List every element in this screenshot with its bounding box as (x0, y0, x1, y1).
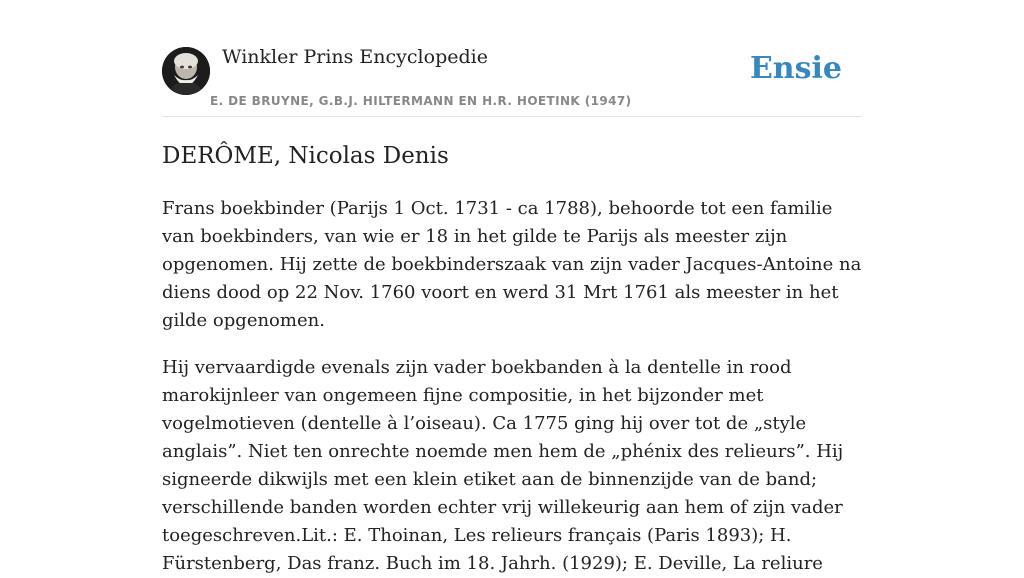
site-title[interactable]: Winkler Prins Encyclopedie (222, 46, 488, 68)
brand-logo-link[interactable]: Ensie (749, 51, 842, 86)
author-avatar (162, 47, 210, 95)
site-subtitle: E. DE BRUYNE, G.B.J. HILTERMANN EN H.R. HOETINK (1947) (210, 94, 632, 108)
portrait-image (162, 47, 210, 95)
article-paragraph-1: Frans boekbinder (Parijs 1 Oct. 1731 - ca 1788), behoorde tot een familie van boekbinders, van wie er 18 in het gilde te Parijs als meester zijn opgenomen. Hij zette de boekbinderszaak van zijn vader Jacques-Antoine na diens dood op 22 Nov. 1760 voort en werd 31 Mrt 1761 als meester in het gilde opgenomen. (162, 198, 862, 331)
page-container (162, 0, 862, 578)
article-title: DERÔME, Nicolas Denis (162, 143, 449, 169)
site-header (162, 0, 862, 117)
article-paragraph-2: Hij vervaardigde evenals zijn vader boekbanden à la dentelle in rood marokijnleer van ongemeen fijne compositie, in het bijzonder met vogelmotieven (dentelle à l’oiseau). Ca 1775 ging hij over tot de „style anglais”. Niet ten onrechte noemde men hem de „phénix des relieurs”. Hij signeerde dikwijls met een klein etiket aan de binnenzijde van de band; verschillende banden worden echter vrij willekeurig aan hem of zijn vader toegeschreven.Lit.: E. Thoinan, Les relieurs français (Paris 1893); H. Fürstenberg, Das franz. Buch im 18. Jahrh. (1929); E. Deville, La reliure (162, 357, 844, 574)
